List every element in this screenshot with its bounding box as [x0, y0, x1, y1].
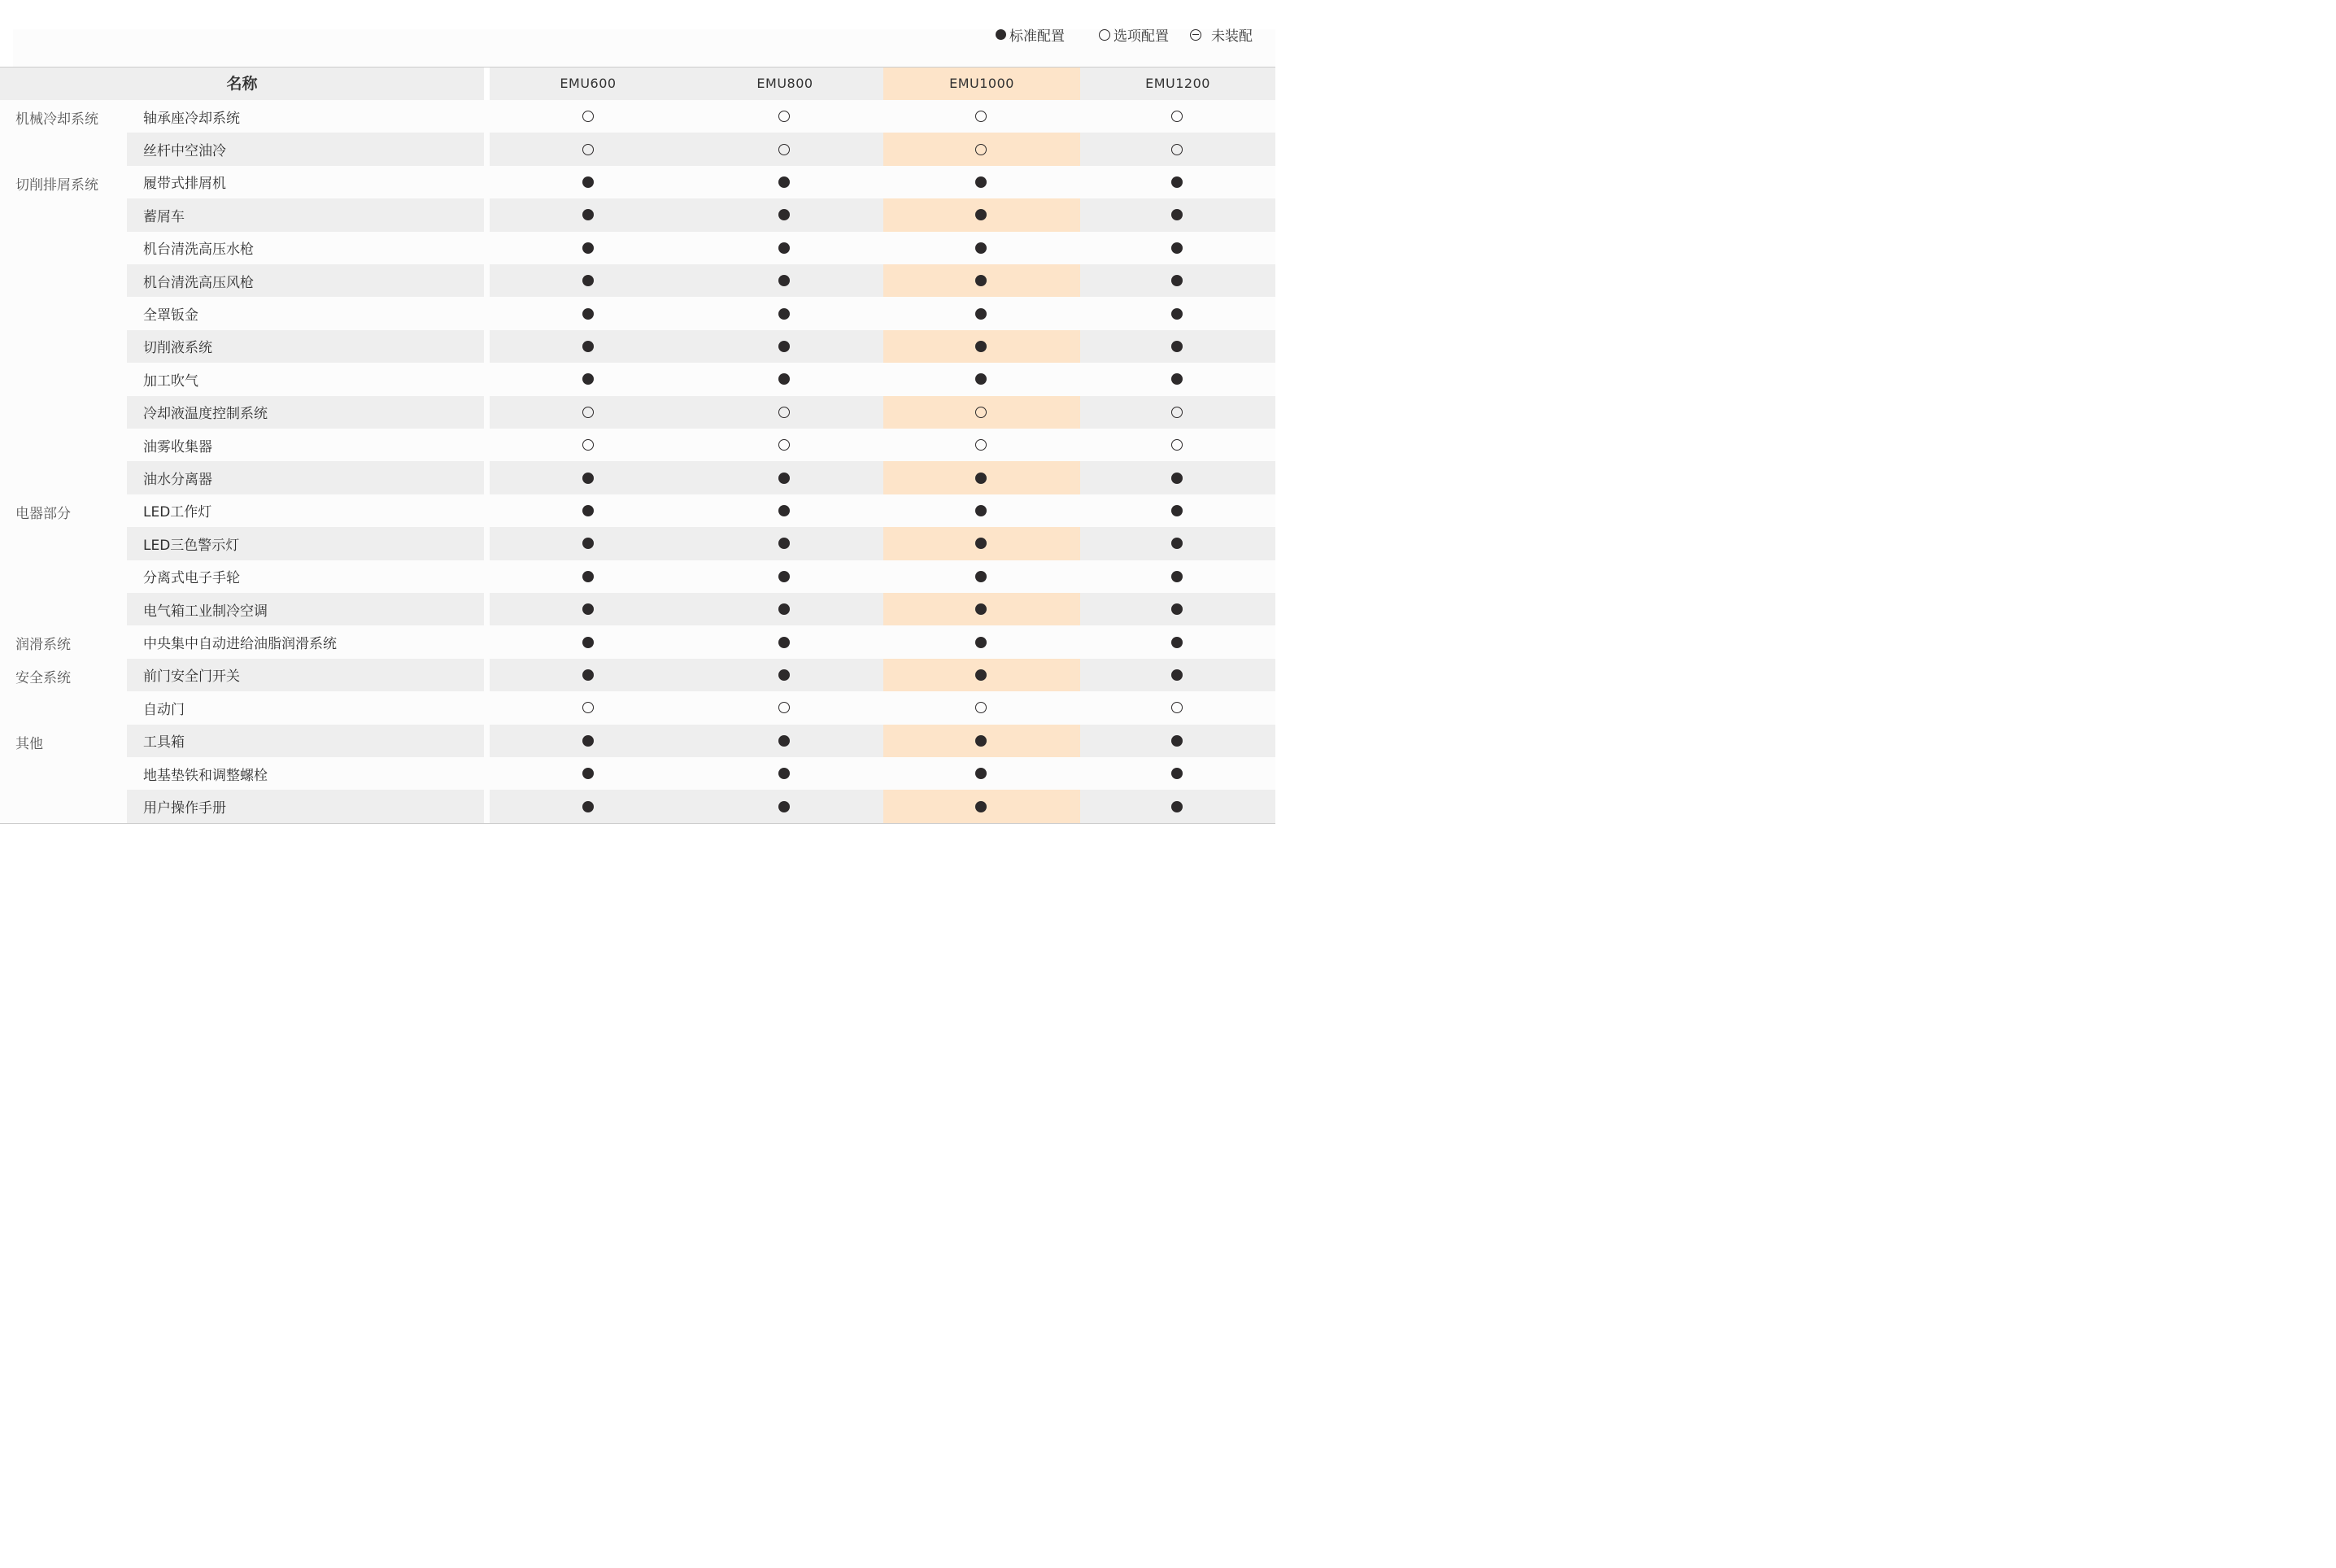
standard-config-icon — [975, 341, 987, 352]
standard-config-icon — [1171, 735, 1183, 747]
item-name: 工具箱 — [143, 734, 185, 751]
legend-standard — [996, 24, 1065, 45]
standard-config-icon — [778, 637, 790, 648]
optional-config-icon — [1171, 439, 1183, 451]
table-row — [0, 527, 1275, 560]
table-row — [0, 429, 1275, 461]
row-stripe — [490, 725, 1275, 757]
legend-optional-label: 选项配置 — [1114, 28, 1169, 45]
item-name: 机台清洗高压风枪 — [143, 274, 254, 291]
standard-config-icon — [582, 603, 594, 615]
standard-config-icon — [1171, 473, 1183, 484]
row-stripe — [490, 133, 1275, 165]
item-name: 电气箱工业制冷空调 — [143, 603, 268, 620]
optional-config-icon — [975, 144, 987, 155]
table-row — [0, 330, 1275, 363]
header-model-emu1200: EMU1200 — [1145, 76, 1210, 91]
standard-config-icon — [778, 275, 790, 286]
table-row — [0, 264, 1275, 297]
standard-config-icon — [778, 735, 790, 747]
standard-config-icon — [778, 669, 790, 681]
standard-config-icon — [582, 242, 594, 254]
standard-config-icon — [778, 209, 790, 220]
table-row — [0, 593, 1275, 625]
optional-config-icon — [582, 144, 594, 155]
item-name: 分离式电子手轮 — [143, 570, 240, 587]
standard-config-icon — [778, 473, 790, 484]
standard-config-icon — [1171, 275, 1183, 286]
standard-config-icon — [778, 242, 790, 254]
standard-config-icon — [1171, 538, 1183, 549]
standard-config-icon — [582, 209, 594, 220]
optional-config-icon — [582, 439, 594, 451]
optional-config-icon — [975, 702, 987, 713]
table-row — [0, 625, 1275, 658]
optional-config-icon — [975, 407, 987, 418]
standard-config-icon — [582, 801, 594, 812]
group-label: 机械冷却系统 — [15, 111, 98, 128]
item-name: LED三色警示灯 — [143, 537, 240, 554]
table-row — [0, 133, 1275, 165]
row-background — [0, 691, 1275, 724]
item-name: 地基垫铁和调整螺栓 — [143, 767, 268, 784]
header-model-emu800: EMU800 — [756, 76, 813, 91]
group-label: 润滑系统 — [15, 637, 71, 654]
header-model-emu600: EMU600 — [560, 76, 617, 91]
standard-config-icon — [1171, 669, 1183, 681]
table-row — [0, 691, 1275, 724]
standard-config-icon — [1171, 176, 1183, 188]
group-label: 电器部分 — [15, 505, 71, 522]
header-separator — [484, 68, 490, 100]
standard-config-icon — [975, 308, 987, 320]
minus-circle-icon — [1190, 29, 1201, 41]
optional-config-icon — [1171, 111, 1183, 122]
standard-config-icon — [778, 571, 790, 582]
optional-config-icon — [778, 144, 790, 155]
standard-config-icon — [778, 176, 790, 188]
table-row — [0, 396, 1275, 429]
row-stripe — [490, 790, 1275, 822]
header-model-emu1000: EMU1000 — [883, 68, 1080, 101]
table-row — [0, 100, 1275, 133]
optional-config-icon — [582, 407, 594, 418]
table-row — [0, 461, 1275, 494]
group-label: 安全系统 — [15, 669, 71, 686]
optional-config-icon — [778, 111, 790, 122]
item-name: 中央集中自动进给油脂润滑系统 — [143, 636, 337, 653]
table-row — [0, 198, 1275, 231]
optional-config-icon — [582, 702, 594, 713]
item-name: 丝杆中空油冷 — [143, 143, 226, 160]
standard-config-icon — [975, 735, 987, 747]
table-row — [0, 363, 1275, 395]
filled-circle-icon — [996, 29, 1006, 40]
table-row — [0, 659, 1275, 691]
table-row — [0, 232, 1275, 264]
legend-optional — [1099, 24, 1169, 45]
optional-config-icon — [778, 439, 790, 451]
standard-config-icon — [1171, 801, 1183, 812]
standard-config-icon — [582, 538, 594, 549]
standard-config-icon — [1171, 637, 1183, 648]
standard-config-icon — [1171, 308, 1183, 320]
standard-config-icon — [778, 505, 790, 516]
optional-config-icon — [1171, 144, 1183, 155]
standard-config-icon — [1171, 505, 1183, 516]
standard-config-icon — [778, 801, 790, 812]
item-name: 用户操作手册 — [143, 800, 226, 817]
item-name: 加工吹气 — [143, 372, 198, 390]
legend — [996, 24, 1253, 45]
table-row — [0, 560, 1275, 593]
optional-config-icon — [1171, 702, 1183, 713]
item-name: 蓄屑车 — [143, 208, 185, 225]
standard-config-icon — [975, 242, 987, 254]
legend-not-installed — [1190, 24, 1253, 45]
row-stripe — [490, 264, 1275, 297]
group-label: 切削排屑系统 — [15, 176, 98, 194]
standard-config-icon — [975, 801, 987, 812]
table-bottom-line — [0, 823, 1275, 824]
standard-config-icon — [582, 768, 594, 779]
standard-config-icon — [582, 176, 594, 188]
standard-config-icon — [975, 571, 987, 582]
standard-config-icon — [1171, 768, 1183, 779]
standard-config-icon — [1171, 603, 1183, 615]
standard-config-icon — [1171, 242, 1183, 254]
standard-config-icon — [582, 341, 594, 352]
standard-config-icon — [582, 571, 594, 582]
standard-config-icon — [582, 373, 594, 385]
standard-config-icon — [1171, 373, 1183, 385]
standard-config-icon — [582, 308, 594, 320]
legend-standard-label: 标准配置 — [1009, 28, 1065, 45]
standard-config-icon — [778, 308, 790, 320]
standard-config-icon — [582, 637, 594, 648]
item-name: 油雾收集器 — [143, 438, 212, 455]
standard-config-icon — [975, 275, 987, 286]
table-row — [0, 790, 1275, 822]
standard-config-icon — [778, 603, 790, 615]
legend-not-installed-label: 未装配 — [1211, 28, 1253, 45]
standard-config-icon — [1171, 209, 1183, 220]
optional-config-icon — [1171, 407, 1183, 418]
standard-config-icon — [778, 768, 790, 779]
table-row — [0, 166, 1275, 198]
item-name: 前门安全门开关 — [143, 669, 240, 686]
item-name: 油水分离器 — [143, 472, 212, 489]
item-name: 履带式排屑机 — [143, 176, 226, 193]
table-header — [0, 67, 1275, 101]
item-name: LED工作灯 — [143, 504, 212, 521]
standard-config-icon — [582, 669, 594, 681]
header-name: 名称 — [226, 75, 258, 93]
standard-config-icon — [975, 768, 987, 779]
standard-config-icon — [975, 538, 987, 549]
standard-config-icon — [975, 373, 987, 385]
hollow-circle-icon — [1099, 29, 1110, 41]
item-name: 轴承座冷却系统 — [143, 110, 240, 127]
standard-config-icon — [975, 505, 987, 516]
standard-config-icon — [582, 735, 594, 747]
item-name: 机台清洗高压水枪 — [143, 242, 254, 259]
item-name: 全罩钣金 — [143, 307, 198, 324]
standard-config-icon — [1171, 341, 1183, 352]
row-stripe — [490, 461, 1275, 494]
standard-config-icon — [778, 373, 790, 385]
table-row — [0, 494, 1275, 527]
table-row — [0, 757, 1275, 790]
standard-config-icon — [975, 209, 987, 220]
group-label: 其他 — [15, 735, 43, 752]
row-stripe — [490, 396, 1275, 429]
item-name: 冷却液温度控制系统 — [143, 406, 268, 423]
standard-config-icon — [1171, 571, 1183, 582]
row-stripe — [490, 330, 1275, 363]
optional-config-icon — [778, 407, 790, 418]
standard-config-icon — [975, 176, 987, 188]
standard-config-icon — [975, 603, 987, 615]
optional-config-icon — [778, 702, 790, 713]
standard-config-icon — [975, 637, 987, 648]
standard-config-icon — [778, 341, 790, 352]
standard-config-icon — [975, 473, 987, 484]
table-row — [0, 297, 1275, 329]
standard-config-icon — [778, 538, 790, 549]
row-stripe — [490, 593, 1275, 625]
standard-config-icon — [975, 669, 987, 681]
item-name: 自动门 — [143, 701, 185, 718]
standard-config-icon — [582, 275, 594, 286]
standard-config-icon — [582, 505, 594, 516]
row-stripe — [490, 527, 1275, 560]
optional-config-icon — [975, 111, 987, 122]
standard-config-icon — [582, 473, 594, 484]
table-row — [0, 725, 1275, 757]
item-name: 切削液系统 — [143, 340, 212, 357]
row-stripe — [490, 659, 1275, 691]
optional-config-icon — [582, 111, 594, 122]
row-stripe — [490, 198, 1275, 231]
optional-config-icon — [975, 439, 987, 451]
